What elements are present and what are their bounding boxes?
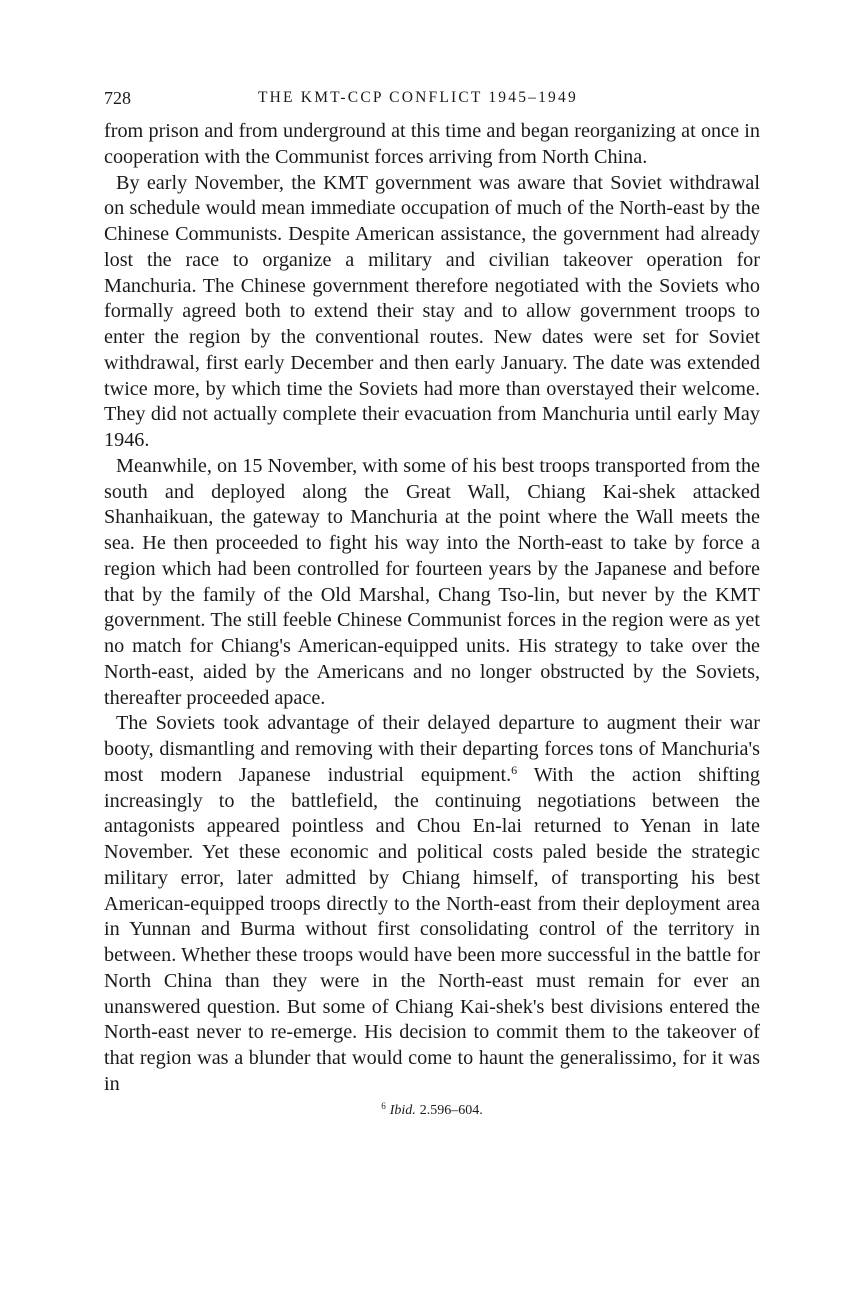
- footnote-reference[interactable]: 6: [511, 762, 518, 777]
- paragraph-continued: from prison and from underground at this time and began reorganizing at once in cooperation with the Communist forces arriving from North China.: [104, 120, 760, 168]
- paragraph-text-after-ref: With the action shifting increasingly to the battlefield, the continuing negotiations between the antagonists appeared pointless and Chou En-lai returned to Yenan in late November. Yet these economic and political costs paled beside the strategic military error, later admitted by Chiang himself, of transporting his best American-equipped troops directly to the North-east from their deployment area in Yunnan and Burma without first consolidating control of the territory in between. Whether these troops would have been more successful in the battle for North China than they were in the North-east must remain for ever an unanswered question. But some of Chiang Kai-shek's best divisions entered the North-east never to re-emerge. His decision to commit them to the takeover of that region was a blunder that would come to haunt the generalissimo, for it was in: [104, 763, 760, 1095]
- book-page: [104, 88, 760, 1120]
- paragraph: By early November, the KMT government was aware that Soviet withdrawal on schedule would mean immediate occupation of much of the North-east by the Chinese Communists. Despite American assistance, the government had already lost the race to organize a military and civilian takeover operation for Manchuria. The Chinese government therefore negotiated with the Soviets who formally agreed both to extend their stay and to allow government troops to enter the region by the conventional routes. New dates were set for Soviet withdrawal, first early December and then early January. The date was extended twice more, by which time the Soviets had more than overstayed their welcome. They did not actually complete their evacuation from Manchuria until early May 1946.: [104, 171, 760, 451]
- body-text: [104, 119, 760, 1098]
- footnote-reference-pages: 2.596–604.: [419, 1102, 483, 1118]
- footnote: [104, 1102, 760, 1120]
- page-number: 728: [104, 88, 131, 108]
- paragraph: [104, 711, 760, 1097]
- paragraph: Meanwhile, on 15 November, with some of his best troops transported from the south and deployed along the Great Wall, Chiang Kai-shek attacked Shanhaikuan, the gateway to Manchuria at the point where the Wall meets the sea. He then proceeded to fight his way into the North-east to take by force a region which had been controlled for fourteen years by the Japanese and before that by the family of the Old Marshal, Chang Tso-lin, but never by the KMT government. The still feeble Chinese Communist forces in the region were as yet no match for Chiang's American-equipped units. His strategy to take over the North-east, aided by the Americans and no longer obstructed by the Soviets, thereafter proceeded apace.: [104, 454, 760, 709]
- running-title: THE KMT-CCP CONFLICT 1945–1949: [258, 89, 578, 106]
- footnote-marker: 6: [381, 1100, 386, 1111]
- running-header: [104, 88, 760, 118]
- paragraph-text-before-ref: The Soviets took advantage of their delayed departure to augment their war booty, dismantling and removing with their departing forces tons of Manchuria's most modern Japanese industrial equipment.: [104, 712, 760, 786]
- footnote-source: Ibid.: [389, 1102, 416, 1118]
